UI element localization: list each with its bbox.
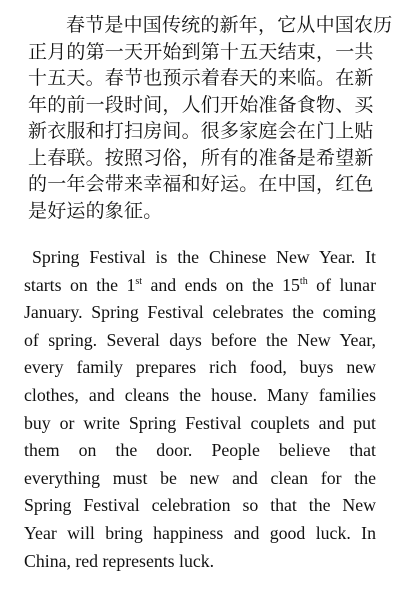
chinese-line: 正月的第一天开始到第十五天结束，一共 — [28, 40, 374, 63]
chinese-line: 上春联。按照习俗，所有的准备是希望新 — [28, 146, 374, 169]
chinese-line: 是好运的象征。 — [28, 199, 163, 222]
english-text: and ends on the 15 — [142, 274, 300, 295]
english-text: of lunar — [307, 274, 376, 295]
chinese-line: 的一年会带来幸福和好运。在中国，红色 — [28, 173, 374, 195]
english-line: clothes, and cleans the house. Many families — [24, 384, 376, 405]
chinese-line: 新衣服和打扫房间。很多家庭会在门上贴 — [28, 120, 374, 142]
english-line: of spring. Several days before the New Year, — [24, 329, 376, 350]
chinese-paragraph — [28, 12, 393, 224]
english-line: Spring Festival celebration so that the New — [24, 495, 376, 516]
ordinal-suffix: st — [135, 275, 143, 287]
english-text: starts on the 1 — [24, 274, 136, 295]
chinese-line: 年的前一段时间，人们开始准备食物、买 — [28, 93, 374, 116]
ordinal-suffix: th — [299, 275, 308, 287]
english-line: every family prepares rich food, buys new — [24, 357, 376, 378]
english-line: January. Spring Festival celebrates the coming — [24, 302, 376, 323]
english-line — [24, 272, 376, 300]
chinese-line: 春节是中国传统的新年，它从中国农历 — [66, 14, 393, 36]
english-line: Year will bring happiness and good luck. In — [24, 522, 376, 543]
english-line: them on the door. People believe that — [24, 440, 376, 461]
english-line: buy or write Spring Festival couplets and put — [24, 412, 376, 433]
english-line: everything must be new and clean for the — [24, 467, 376, 488]
english-line: Spring Festival is the Chinese New Year. It — [32, 247, 376, 267]
english-line: China, red represents luck. — [24, 550, 215, 571]
english-paragraph — [24, 244, 376, 575]
chinese-line: 十五天。春节也预示着春天的来临。在新 — [28, 67, 374, 89]
